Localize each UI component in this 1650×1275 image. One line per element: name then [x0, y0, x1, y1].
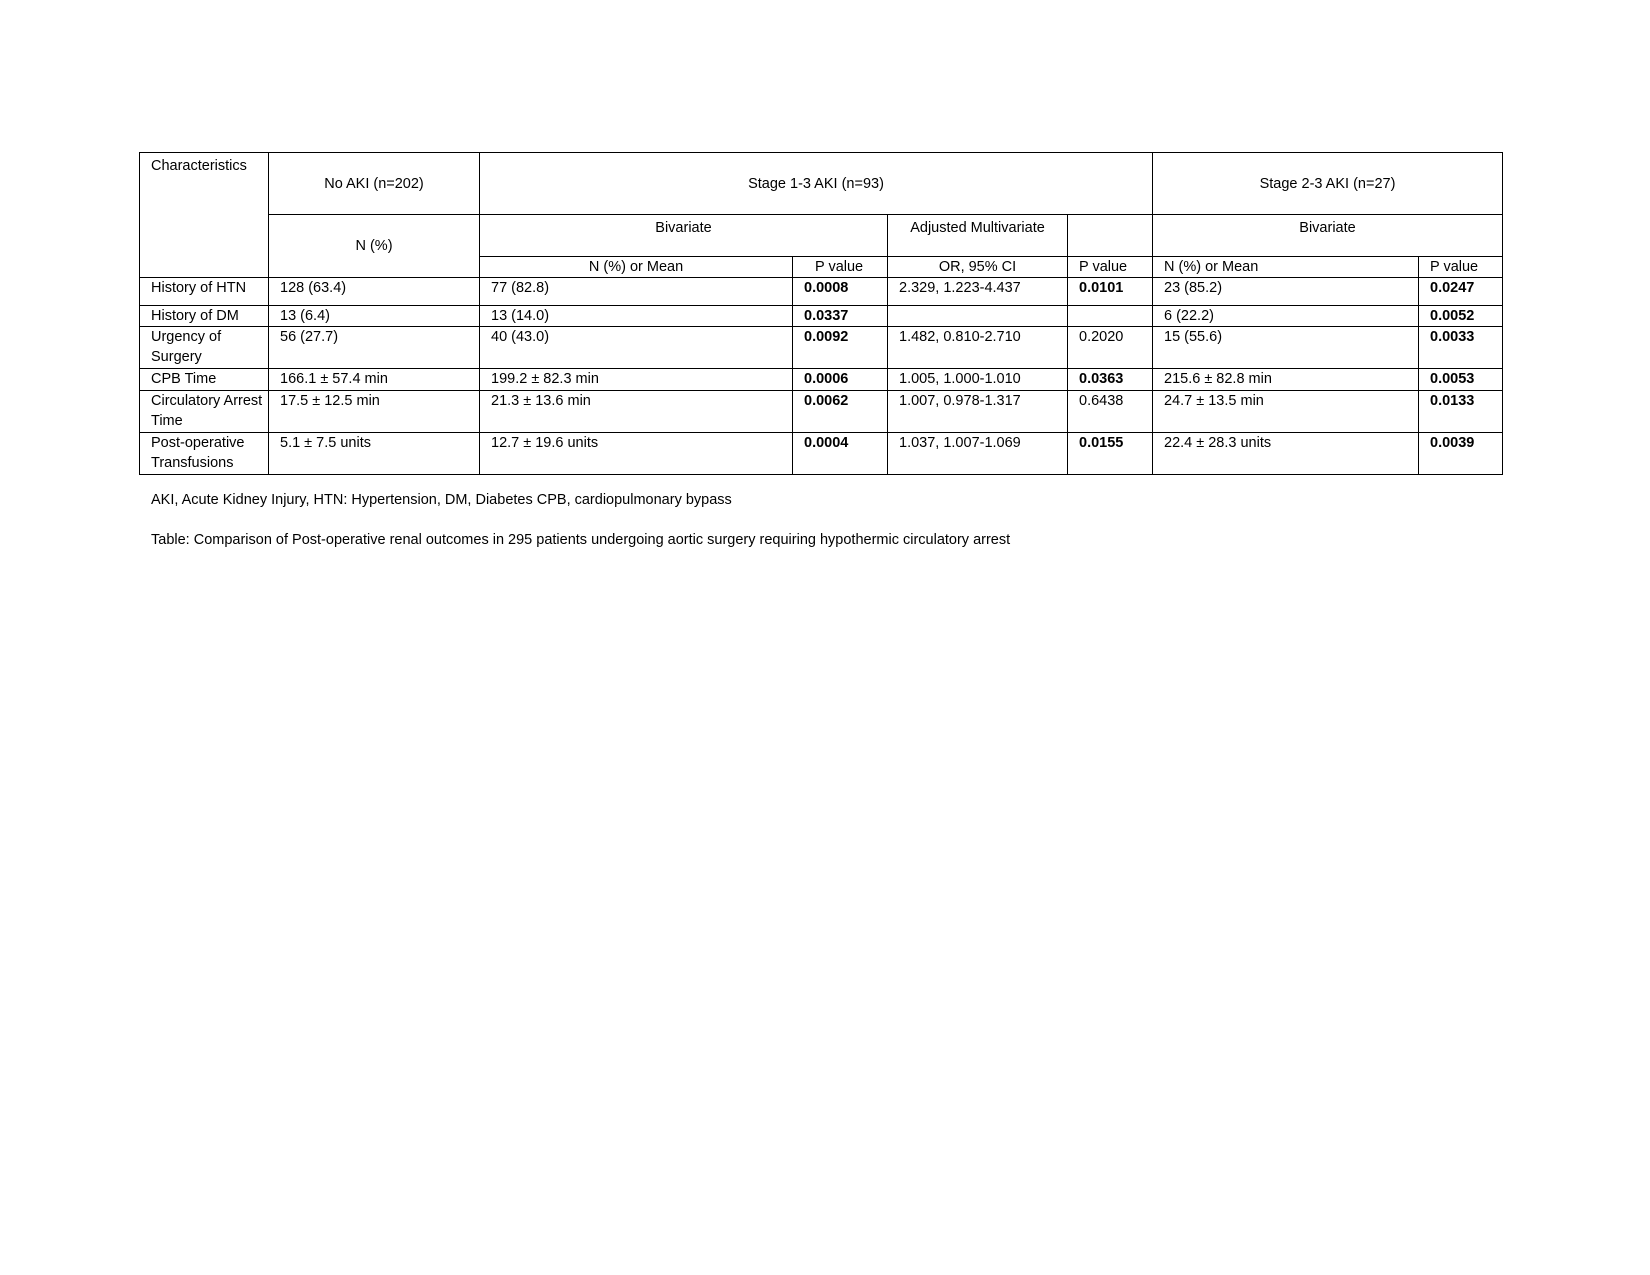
header-empty-cell — [1068, 215, 1153, 257]
cell-stage23-value: 24.7 ± 13.5 min — [1153, 391, 1419, 433]
cell-no-aki: 13 (6.4) — [269, 306, 480, 327]
table-row — [140, 433, 1503, 475]
cell-stage23-value: 6 (22.2) — [1153, 306, 1419, 327]
header-n-pct: N (%) — [269, 215, 480, 278]
cell-stage13-p: 0.0004 — [793, 433, 888, 475]
cell-adjusted-p: 0.0155 — [1068, 433, 1153, 475]
header-no-aki: No AKI (n=202) — [269, 153, 480, 215]
header-p-value-stage23: P value — [1419, 257, 1503, 278]
table-row — [140, 327, 1503, 369]
cell-stage13-value: 12.7 ± 19.6 units — [480, 433, 793, 475]
header-row-1 — [140, 153, 1503, 215]
cell-or-ci: 1.005, 1.000-1.010 — [888, 369, 1068, 391]
row-label: History of DM — [140, 306, 269, 327]
cell-stage13-value: 21.3 ± 13.6 min — [480, 391, 793, 433]
header-p-value-adjusted: P value — [1068, 257, 1153, 278]
cell-stage13-value: 199.2 ± 82.3 min — [480, 369, 793, 391]
cell-stage13-p: 0.0006 — [793, 369, 888, 391]
cell-stage23-value: 22.4 ± 28.3 units — [1153, 433, 1419, 475]
results-table — [139, 152, 1503, 475]
cell-stage23-p: 0.0247 — [1419, 278, 1503, 306]
cell-stage23-p: 0.0053 — [1419, 369, 1503, 391]
cell-stage23-p: 0.0052 — [1419, 306, 1503, 327]
header-bivariate-stage23: Bivariate — [1153, 215, 1503, 257]
table-row — [140, 391, 1503, 433]
table-row — [140, 278, 1503, 306]
cell-adjusted-p — [1068, 306, 1153, 327]
header-p-value: P value — [793, 257, 888, 278]
header-characteristics: Characteristics — [140, 153, 269, 278]
cell-or-ci: 1.482, 0.810-2.710 — [888, 327, 1068, 369]
cell-or-ci: 1.037, 1.007-1.069 — [888, 433, 1068, 475]
cell-stage23-p: 0.0133 — [1419, 391, 1503, 433]
cell-stage13-value: 77 (82.8) — [480, 278, 793, 306]
cell-no-aki: 56 (27.7) — [269, 327, 480, 369]
header-n-pct-or-mean-stage23: N (%) or Mean — [1153, 257, 1419, 278]
cell-or-ci: 2.329, 1.223-4.437 — [888, 278, 1068, 306]
cell-or-ci — [888, 306, 1068, 327]
table-caption: Table: Comparison of Post-operative renal outcomes in 295 patients undergoing aortic surgery requiring hypothermic circulatory arrest — [151, 532, 1011, 548]
header-row-2 — [140, 215, 1503, 257]
table-row — [140, 306, 1503, 327]
row-label: Urgency of Surgery — [140, 327, 269, 369]
cell-no-aki: 166.1 ± 57.4 min — [269, 369, 480, 391]
row-label: Post-operative Transfusions — [140, 433, 269, 475]
cell-adjusted-p: 0.0363 — [1068, 369, 1153, 391]
header-or-ci: OR, 95% CI — [888, 257, 1068, 278]
row-label: Circulatory Arrest Time — [140, 391, 269, 433]
cell-stage13-p: 0.0008 — [793, 278, 888, 306]
cell-stage23-p: 0.0033 — [1419, 327, 1503, 369]
cell-stage13-p: 0.0062 — [793, 391, 888, 433]
cell-stage23-value: 23 (85.2) — [1153, 278, 1419, 306]
header-n-pct-or-mean: N (%) or Mean — [480, 257, 793, 278]
cell-adjusted-p: 0.2020 — [1068, 327, 1153, 369]
cell-no-aki: 128 (63.4) — [269, 278, 480, 306]
row-label: History of HTN — [140, 278, 269, 306]
header-bivariate: Bivariate — [480, 215, 888, 257]
table-row — [140, 369, 1503, 391]
cell-stage13-p: 0.0092 — [793, 327, 888, 369]
cell-no-aki: 5.1 ± 7.5 units — [269, 433, 480, 475]
header-adjusted-multivariate: Adjusted Multivariate — [888, 215, 1068, 257]
cell-stage23-value: 15 (55.6) — [1153, 327, 1419, 369]
cell-or-ci: 1.007, 0.978-1.317 — [888, 391, 1068, 433]
header-stage-1-3-aki: Stage 1-3 AKI (n=93) — [480, 153, 1153, 215]
cell-stage13-value: 40 (43.0) — [480, 327, 793, 369]
cell-stage23-p: 0.0039 — [1419, 433, 1503, 475]
header-stage-2-3-aki: Stage 2-3 AKI (n=27) — [1153, 153, 1503, 215]
cell-stage23-value: 215.6 ± 82.8 min — [1153, 369, 1419, 391]
cell-stage13-value: 13 (14.0) — [480, 306, 793, 327]
abbreviations-note: AKI, Acute Kidney Injury, HTN: Hypertension, DM, Diabetes CPB, cardiopulmonary bypass — [151, 492, 732, 508]
cell-stage13-p: 0.0337 — [793, 306, 888, 327]
cell-adjusted-p: 0.6438 — [1068, 391, 1153, 433]
cell-adjusted-p: 0.0101 — [1068, 278, 1153, 306]
cell-no-aki: 17.5 ± 12.5 min — [269, 391, 480, 433]
row-label: CPB Time — [140, 369, 269, 391]
